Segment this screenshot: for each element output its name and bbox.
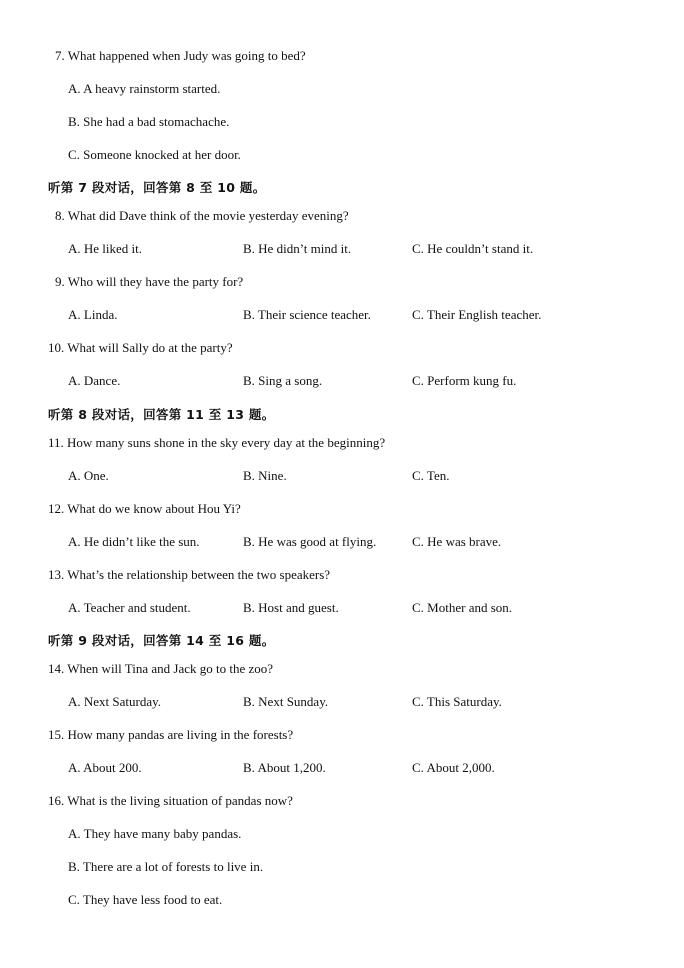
question-7-option-a: A. A heavy rainstorm started. — [68, 81, 221, 96]
question-11-option-c: C. Ten. — [412, 468, 450, 483]
question-7-option-b: B. She had a bad stomachache. — [68, 114, 230, 129]
question-7: 7. What happened when Judy was going to bed? — [55, 48, 306, 63]
question-9-option-c: C. Their English teacher. — [412, 307, 542, 322]
question-9-option-b: B. Their science teacher. — [243, 307, 371, 322]
question-16-option-b: B. There are a lot of forests to live in. — [68, 859, 264, 874]
question-14-option-b: B. Next Sunday. — [243, 694, 329, 709]
question-13-option-c: C. Mother and son. — [412, 600, 513, 615]
question-10-option-a: A. Dance. — [68, 373, 121, 388]
question-16-option-c: C. They have less food to eat. — [68, 892, 223, 907]
question-12-option-c: C. He was brave. — [412, 534, 502, 549]
question-15: 15. How many pandas are living in the forests? — [48, 727, 294, 742]
question-8-option-a: A. He liked it. — [68, 241, 143, 256]
question-10-option-b: B. Sing a song. — [243, 373, 323, 388]
question-14: 14. When will Tina and Jack go to the zoo? — [48, 661, 274, 676]
question-13: 13. What’s the relationship between the two speakers? — [48, 567, 331, 582]
question-8-option-b: B. He didn’t mind it. — [243, 241, 352, 256]
question-15-option-c: C. About 2,000. — [412, 760, 495, 775]
question-8-option-c: C. He couldn’t stand it. — [412, 241, 534, 256]
question-8: 8. What did Dave think of the movie yesterday evening? — [55, 208, 349, 223]
question-12: 12. What do we know about Hou Yi? — [48, 501, 241, 516]
question-11-option-a: A. One. — [68, 468, 109, 483]
question-12-option-b: B. He was good at flying. — [243, 534, 377, 549]
section-heading-7: 听第 7 段对话，回答第 8 至 10 题。 — [48, 180, 266, 195]
question-14-option-c: C. This Saturday. — [412, 694, 502, 709]
question-15-option-b: B. About 1,200. — [243, 760, 326, 775]
section-heading-8: 听第 8 段对话，回答第 11 至 13 题。 — [48, 407, 275, 422]
question-7-option-c: C. Someone knocked at her door. — [68, 147, 241, 162]
question-10-option-c: C. Perform kung fu. — [412, 373, 517, 388]
question-14-option-a: A. Next Saturday. — [68, 694, 162, 709]
question-12-option-a: A. He didn’t like the sun. — [68, 534, 200, 549]
question-11: 11. How many suns shone in the sky every day at the beginning? — [48, 435, 386, 450]
question-9: 9. Who will they have the party for? — [55, 274, 244, 289]
section-heading-9: 听第 9 段对话，回答第 14 至 16 题。 — [48, 633, 275, 648]
question-9-option-a: A. Linda. — [68, 307, 118, 322]
question-13-option-b: B. Host and guest. — [243, 600, 339, 615]
question-15-option-a: A. About 200. — [68, 760, 142, 775]
question-16: 16. What is the living situation of pandas now? — [48, 793, 293, 808]
question-11-option-b: B. Nine. — [243, 468, 287, 483]
question-13-option-a: A. Teacher and student. — [68, 600, 191, 615]
question-10: 10. What will Sally do at the party? — [48, 340, 233, 355]
question-16-option-a: A. They have many baby pandas. — [68, 826, 242, 841]
